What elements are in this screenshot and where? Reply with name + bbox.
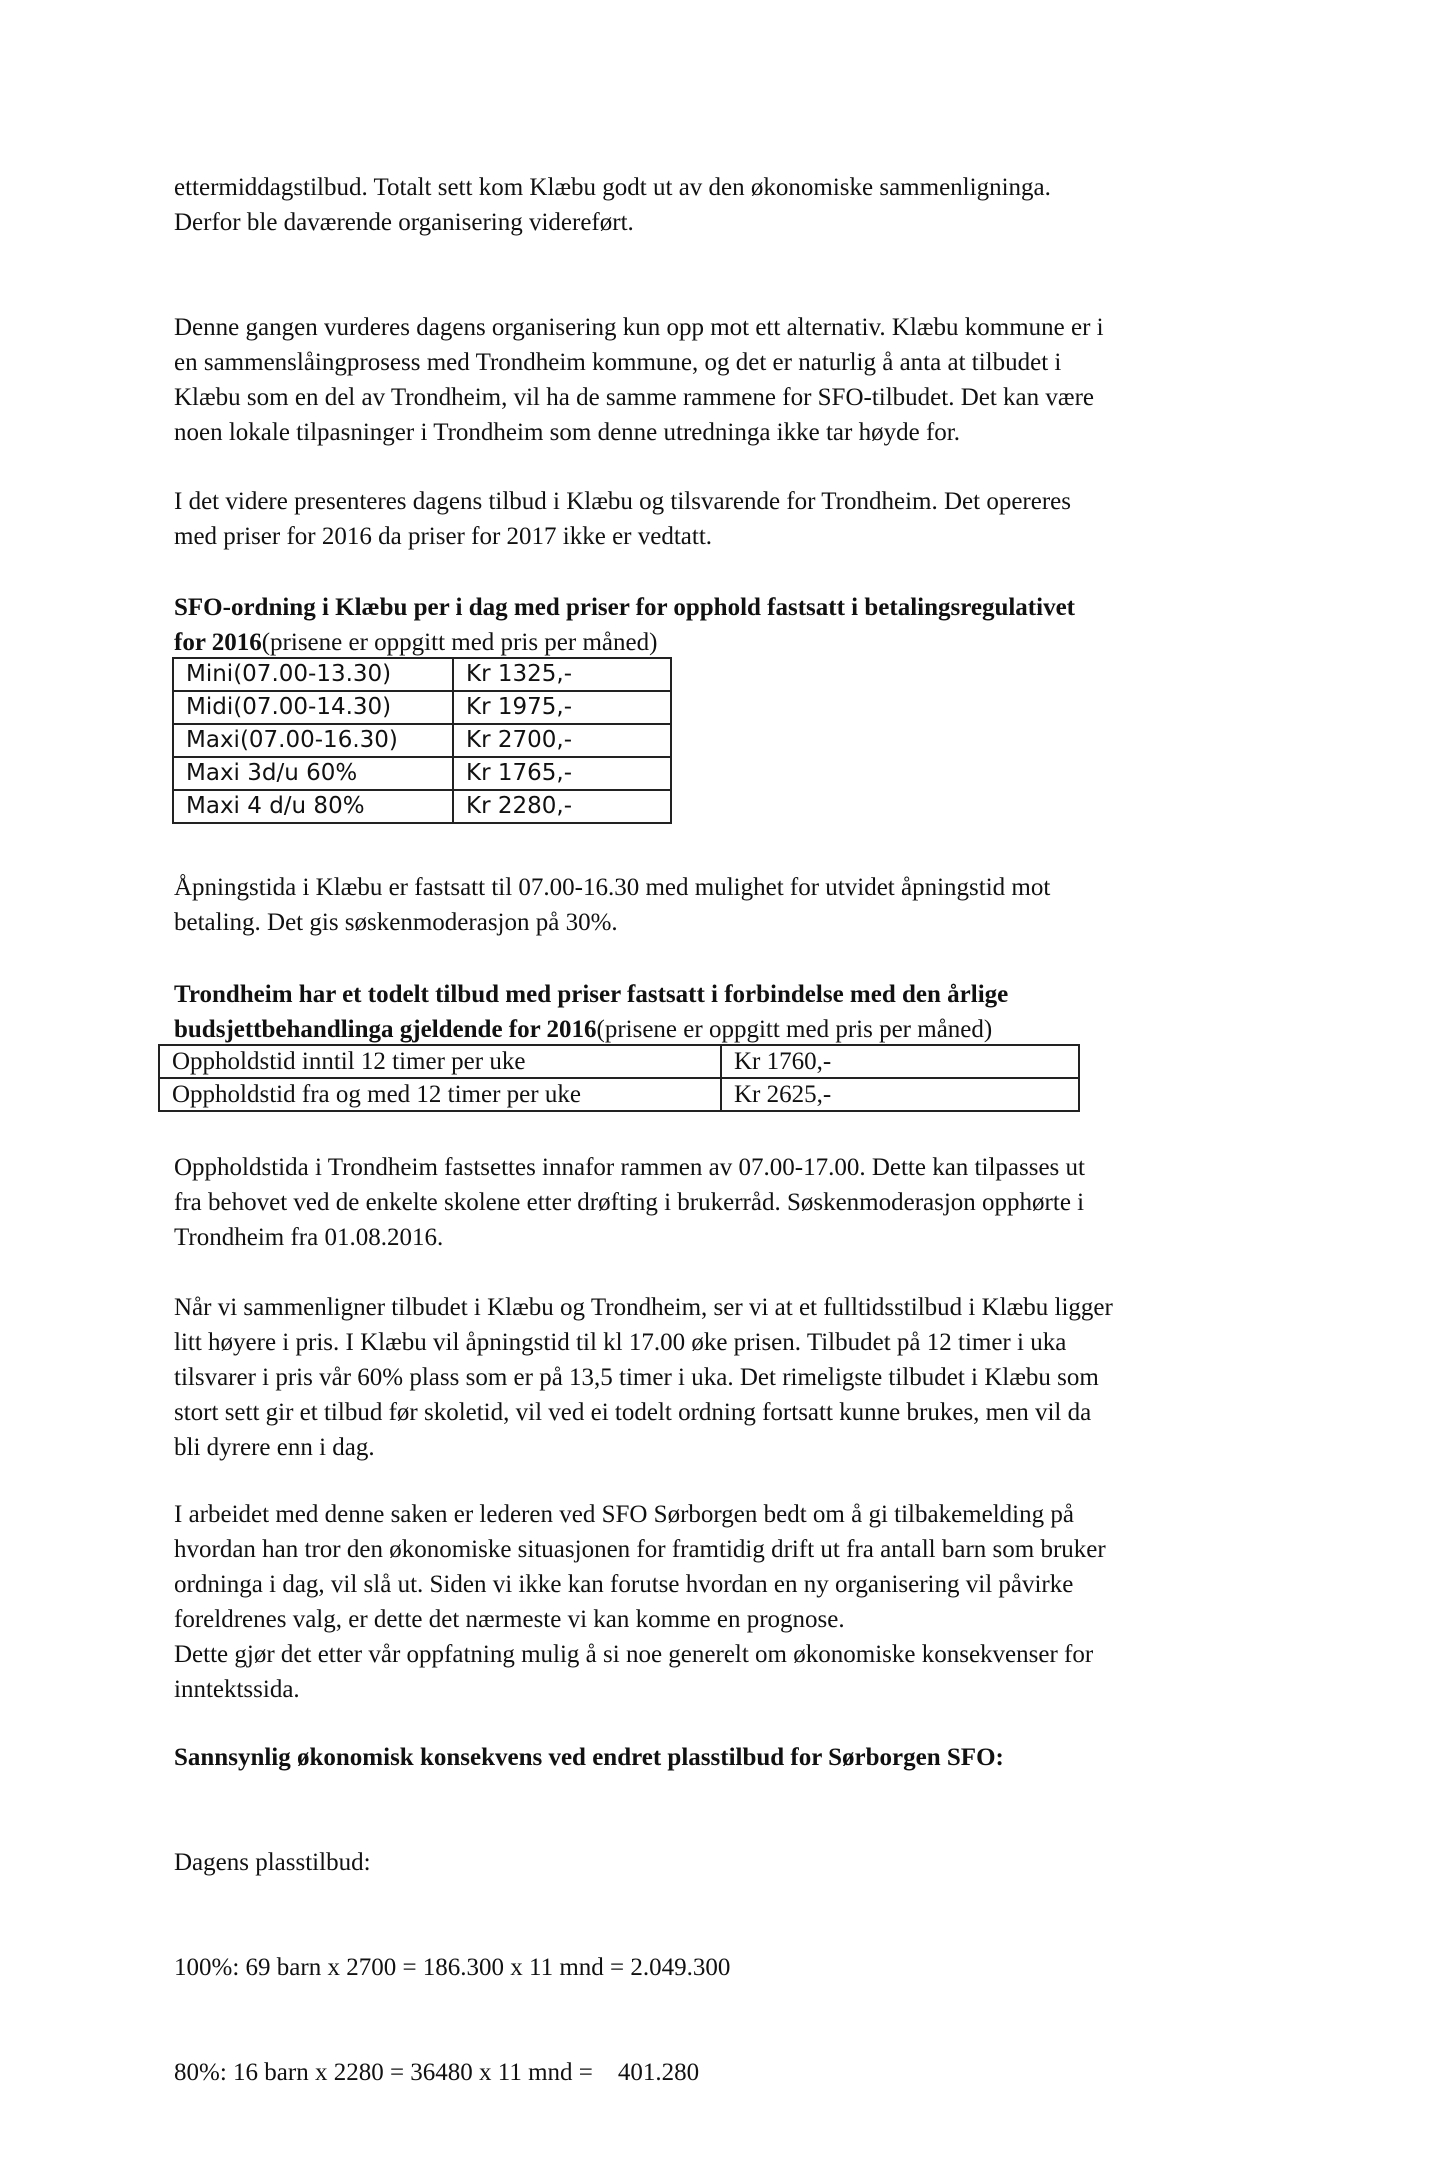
table-row [159, 1078, 1079, 1111]
text-line: ettermiddagstilbud. Totalt sett kom Klæbu godt ut av den økonomiske sammenligninga. [174, 174, 1051, 201]
heading-line: Sannsynlig økonomisk konsekvens ved endret plasstilbud for Sørborgen SFO: [174, 1744, 1004, 1771]
heading-bold-text: for 2016 [174, 629, 262, 656]
text-line: Trondheim fra 01.08.2016. [174, 1224, 444, 1251]
paragraph-alternative [174, 310, 1294, 450]
paragraph-feedback [174, 1497, 1294, 1707]
paragraph-intro [174, 170, 1294, 240]
text-line: I arbeidet med denne saken er lederen ved SFO Sørborgen bedt om å gi tilbakemelding på [174, 1501, 1074, 1528]
table-cell: Kr 1760,- [721, 1045, 1079, 1078]
klaebu-price-table [172, 657, 672, 824]
text-line: Oppholdstida i Trondheim fastsettes innafor rammen av 07.00-17.00. Dette kan tilpasses ut [174, 1154, 1085, 1181]
text-line: Dagens plasstilbud: [174, 1849, 371, 1876]
table-cell: Kr 1325,- [453, 658, 671, 691]
text-line: med priser for 2016 da priser for 2017 ikke er vedtatt. [174, 523, 713, 550]
heading-note-text: (prisene er oppgitt med pris per måned) [596, 1016, 993, 1043]
table-cell: Kr 2625,- [721, 1078, 1079, 1111]
paragraph-trondheim-hours [174, 1150, 1294, 1255]
heading-bold-text: budsjettbehandlinga gjeldende for 2016 [174, 1016, 597, 1043]
text-line: Når vi sammenligner tilbudet i Klæbu og Trondheim, ser vi at et fulltidsstilbud i Klæbu ligger [174, 1294, 1113, 1321]
text-line: tilsvarer i pris vår 60% plass som er på 13,5 timer i uka. Det rimeligste tilbudet i Klæbu som [174, 1364, 1099, 1391]
text-line: en sammenslåingprosess med Trondheim kommune, og det er naturlig å anta at tilbudet i [174, 349, 1062, 376]
table-cell: Maxi 4 d/u 80% [173, 790, 453, 823]
text-line: 80%: 16 barn x 2280 = 36480 x 11 mnd = 401.280 [174, 2059, 700, 2086]
text-line: Denne gangen vurderes dagens organisering kun opp mot ett alternativ. Klæbu kommune er i [174, 314, 1104, 341]
text-line: hvordan han tror den økonomiske situasjonen for framtidig drift ut fra antall barn som bruker [174, 1536, 1106, 1563]
text-line: Derfor ble daværende organisering videreført. [174, 209, 634, 236]
table-row [173, 658, 671, 691]
table-cell: Midi(07.00-14.30) [173, 691, 453, 724]
table-cell: Kr 2280,- [453, 790, 671, 823]
heading-line [174, 625, 1294, 660]
table-row [173, 790, 671, 823]
table-cell: Oppholdstid fra og med 12 timer per uke [159, 1078, 721, 1111]
table-cell: Kr 1765,- [453, 757, 671, 790]
text-line: noen lokale tilpasninger i Trondheim som denne utredninga ikke tar høyde for. [174, 419, 960, 446]
paragraph-current-places [174, 1775, 1294, 2160]
text-line: 100%: 69 barn x 2700 = 186.300 x 11 mnd = 2.049.300 [174, 1954, 731, 1981]
heading-klaebu-sfo [174, 590, 1294, 660]
table-row [173, 691, 671, 724]
text-line: Klæbu som en del av Trondheim, vil ha de samme rammene for SFO-tilbudet. Det kan være [174, 384, 1094, 411]
heading-note-text: (prisene er oppgitt med pris per måned) [261, 629, 658, 656]
text-line: betaling. Det gis søskenmoderasjon på 30%. [174, 909, 618, 936]
paragraph-comparison [174, 1290, 1294, 1465]
paragraph-presentation [174, 484, 1294, 554]
text-line: ordninga i dag, vil slå ut. Siden vi ikke kan forutse hvordan en ny organisering vil påvirke [174, 1571, 1074, 1598]
text-line: Åpningstida i Klæbu er fastsatt til 07.00-16.30 med mulighet for utvidet åpningstid mot [174, 874, 1051, 901]
heading-line: Trondheim har et todelt tilbud med priser fastsatt i forbindelse med den årlige [174, 981, 1009, 1008]
trondheim-price-table [158, 1044, 1080, 1112]
heading-line [174, 1012, 1294, 1047]
table-row [173, 757, 671, 790]
text-line: bli dyrere enn i dag. [174, 1434, 375, 1461]
table-cell: Kr 2700,- [453, 724, 671, 757]
table-cell: Mini(07.00-13.30) [173, 658, 453, 691]
table-row [173, 724, 671, 757]
text-line: stort sett gir et tilbud før skoletid, vil ved ei todelt ordning fortsatt kunne brukes, men vil da [174, 1399, 1092, 1426]
text-line: fra behovet ved de enkelte skolene etter drøfting i brukerråd. Søskenmoderasjon opphørte i [174, 1189, 1085, 1216]
table-cell: Maxi 3d/u 60% [173, 757, 453, 790]
text-line: I det videre presenteres dagens tilbud i Klæbu og tilsvarende for Trondheim. Det opereres [174, 488, 1071, 515]
table-cell: Kr 1975,- [453, 691, 671, 724]
heading-trondheim [174, 977, 1294, 1047]
heading-line: SFO-ordning i Klæbu per i dag med priser for opphold fastsatt i betalingsregulativet [174, 594, 1076, 621]
text-line: Dette gjør det etter vår oppfatning mulig å si noe generelt om økonomiske konsekvenser for [174, 1641, 1094, 1668]
text-line: foreldrenes valg, er dette det nærmeste vi kan komme en prognose. [174, 1606, 845, 1633]
text-line: inntektssida. [174, 1676, 300, 1703]
table-cell: Maxi(07.00-16.30) [173, 724, 453, 757]
table-cell: Oppholdstid inntil 12 timer per uke [159, 1045, 721, 1078]
paragraph-opening-hours [174, 870, 1294, 940]
heading-consequence [174, 1740, 1294, 1775]
text-line: litt høyere i pris. I Klæbu vil åpningstid til kl 17.00 øke prisen. Tilbudet på 12 timer i uka [174, 1329, 1067, 1356]
table-row [159, 1045, 1079, 1078]
